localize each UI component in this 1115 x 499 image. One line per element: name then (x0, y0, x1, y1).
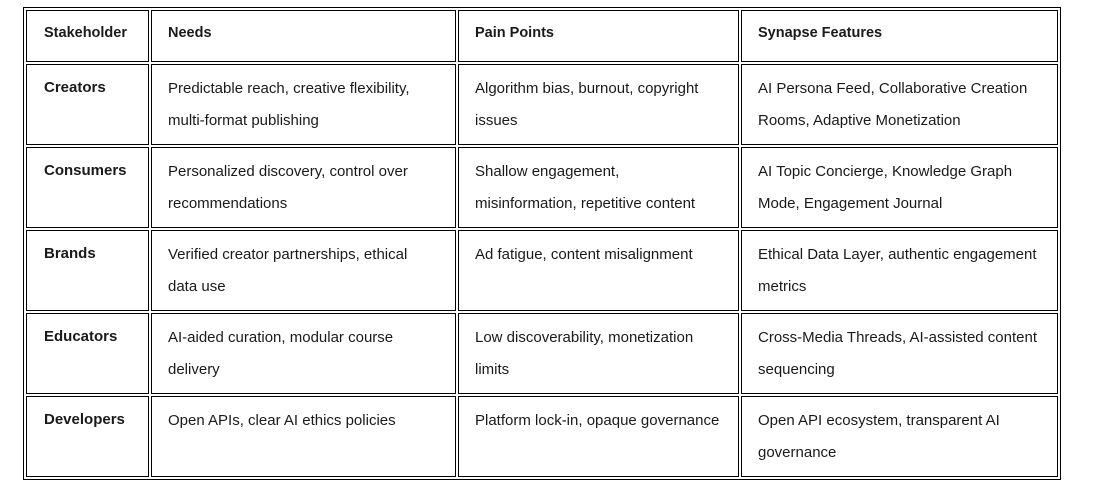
header-pain-points: Pain Points (458, 10, 739, 62)
features-cell: Open API ecosystem, transparent AI governance (741, 396, 1058, 477)
stakeholder-table (23, 7, 1061, 480)
header-needs: Needs (151, 10, 456, 62)
needs-cell: Personalized discovery, control over recommendations (151, 147, 456, 228)
table-row (26, 230, 1058, 311)
needs-cell: AI-aided curation, modular course delivery (151, 313, 456, 394)
features-cell: Cross-Media Threads, AI-assisted content sequencing (741, 313, 1058, 394)
pain-points-cell: Ad fatigue, content misalignment (458, 230, 739, 311)
stakeholder-cell: Creators (26, 64, 149, 145)
needs-cell: Predictable reach, creative flexibility, multi-format publishing (151, 64, 456, 145)
stakeholder-cell: Educators (26, 313, 149, 394)
pain-points-cell: Shallow engagement, misinformation, repetitive content (458, 147, 739, 228)
header-stakeholder: Stakeholder (26, 10, 149, 62)
features-cell: Ethical Data Layer, authentic engagement metrics (741, 230, 1058, 311)
table-header-row (26, 10, 1058, 62)
table-row (26, 313, 1058, 394)
features-cell: AI Persona Feed, Collaborative Creation Rooms, Adaptive Monetization (741, 64, 1058, 145)
needs-cell: Open APIs, clear AI ethics policies (151, 396, 456, 477)
table-row (26, 396, 1058, 477)
table-row (26, 64, 1058, 145)
pain-points-cell: Platform lock-in, opaque governance (458, 396, 739, 477)
stakeholder-cell: Consumers (26, 147, 149, 228)
pain-points-cell: Low discoverability, monetization limits (458, 313, 739, 394)
needs-cell: Verified creator partnerships, ethical data use (151, 230, 456, 311)
pain-points-cell: Algorithm bias, burnout, copyright issues (458, 64, 739, 145)
stakeholder-cell: Developers (26, 396, 149, 477)
stakeholder-cell: Brands (26, 230, 149, 311)
features-cell: AI Topic Concierge, Knowledge Graph Mode, Engagement Journal (741, 147, 1058, 228)
header-synapse-features: Synapse Features (741, 10, 1058, 62)
table-row (26, 147, 1058, 228)
